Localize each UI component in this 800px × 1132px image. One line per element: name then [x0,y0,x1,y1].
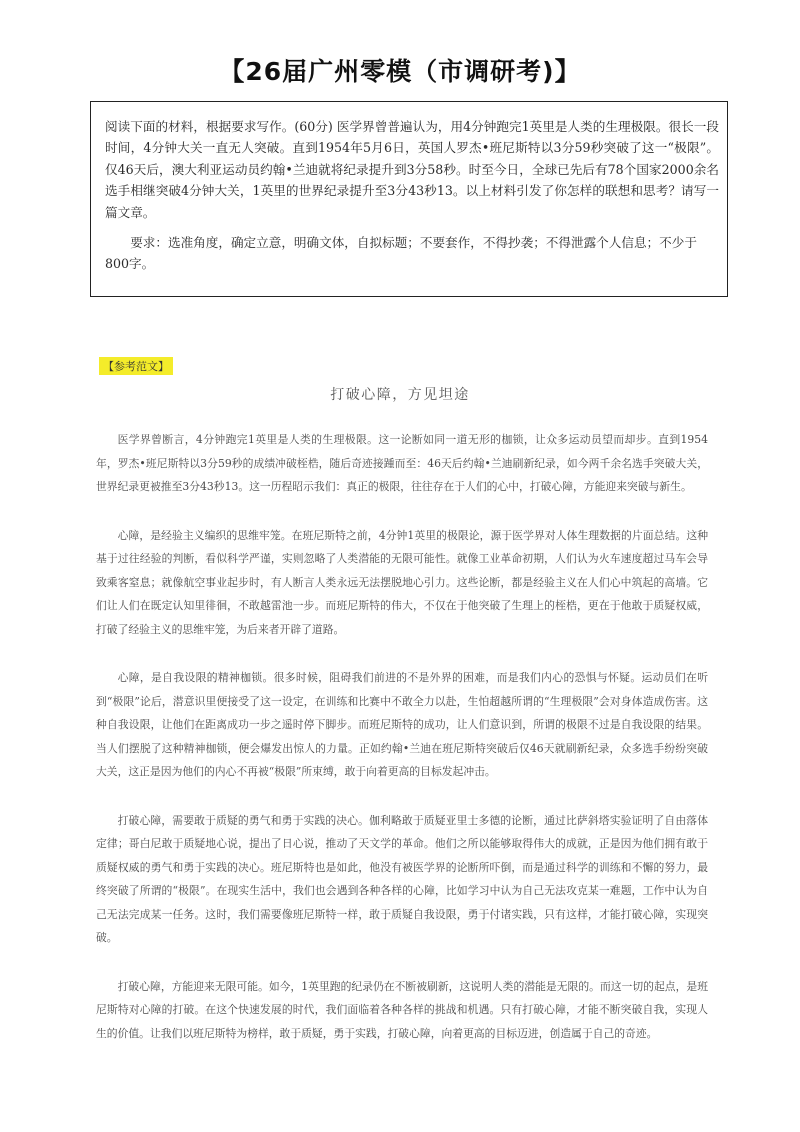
essay-paragraph-5: 打破心障，方能迎来无限可能。如今，1英里跑的纪录仍在不断被刷新，这说明人类的潜能是无限的。而这一切的起点，是班尼斯特对心障的打破。在这个快速发展的时代，我们面临着各种各样的挑战和机遇。只有打破心障，才能不断突破自我，实现人生的价值。让我们以班尼斯特为榜样，敢于质疑，勇于实践，打破心障，向着更高的目标迈进，创造属于自己的奇迹。 [96,979,708,1040]
prompt-requirements-text: 要求：选准角度，确定立意，明确文体，自拟标题；不要套作，不得抄袭；不得泄露个人信息；不少于800字。 [105,235,697,272]
essay-body [96,428,708,1070]
essay-title: 打破心障，方见坦途 [330,387,470,403]
essay-paragraph-2: 心障，是经验主义编织的思维牢笼。在班尼斯特之前，4分钟1英里的极限论，源于医学界对人体生理数据的片面总结。这种基于过往经验的判断，看似科学严谨，实则忽略了人类潜能的无限可能性。就像工业革命初期，人们认为火车速度超过马车会导致乘客窒息；就像航空事业起步时，有人断言人类永远无法摆脱地心引力。这些论断，都是经验主义在人们心中筑起的高墙。它们让人们在既定认知里徘徊，不敢越雷池一步。而班尼斯特的伟大，不仅在于他突破了生理上的桎梏，更在于他敢于质疑权威，打破了经验主义的思维牢笼，为后来者开辟了道路。 [96,528,708,636]
essay-paragraph-4: 打破心障，需要敢于质疑的勇气和勇于实践的决心。伽利略敢于质疑亚里士多德的论断，通过比萨斜塔实验证明了自由落体定律；哥白尼敢于质疑地心说，提出了日心说，推动了天文学的革命。他们之所以能够取得伟大的成就，正是因为他们拥有敢于质疑权威的勇气和勇于实践的决心。班尼斯特也是如此，他没有被医学界的论断所吓倒，而是通过科学的训练和不懈的努力，最终突破了所谓的“极限”。在现实生活中，我们也会遇到各种各样的心障，比如学习中认为自己无法攻克某一难题，工作中认为自己无法完成某一任务。这时，我们需要像班尼斯特一样，敢于质疑自我设限，勇于付诸实践，只有这样，才能打破心障，实现突破。 [96,813,708,944]
reference-essay-tag: 【参考范文】 [99,357,173,375]
essay-paragraph-3: 心障，是自我设限的精神枷锁。很多时候，阻碍我们前进的不是外界的困难，而是我们内心的恐惧与怀疑。运动员们在听到“极限”论后，潜意识里便接受了这一设定，在训练和比赛中不敢全力以赴，生怕超越所谓的“生理极限”会对身体造成伤害。这种自我设限，让他们在距离成功一步之遥时停下脚步。而班尼斯特的成功，让人们意识到，所谓的极限不过是自我设限的结果。当人们摆脱了这种精神枷锁，便会爆发出惊人的力量。正如约翰•兰迪在班尼斯特突破后仅46天就刷新纪录，众多选手纷纷突破大关，这正是因为他们的内心不再被“极限”所束缚，敢于向着更高的目标发起冲击。 [96,671,708,778]
writing-prompt-box [90,101,728,297]
essay-paragraph-1: 医学界曾断言，4分钟跑完1英里是人类的生理极限。这一论断如同一道无形的枷锁，让众多运动员望而却步。直到1954年，罗杰•班尼斯特以3分59秒的成绩冲破桎梏，随后奇迹接踵而至：46天后约翰•兰迪刷新纪录，如今两千余名选手突破大关，世界纪录更被推至3分43秒13。这一历程昭示我们：真正的极限，往往存在于人们的心中，打破心障，方能迎来突破与新生。 [96,433,708,493]
page-title: 【26届广州零模（市调研考)】 [219,57,581,86]
prompt-material-text: 阅读下面的材料，根据要求写作。(60分) 医学界曾普遍认为，用4分钟跑完1英里是人类的生理极限。很长一段时间，4分钟大关一直无人突破。直到1954年5月6日，英国人罗杰•班尼斯特以3分59秒突破了这一“极限”。仅46天后，澳大利亚运动员约翰•兰迪就将纪录提升到3分58秒。时至今日，全球已先后有78个国家2000余名选手相继突破4分钟大关，1英里的世界纪录提升至3分43秒13。以上材料引发了你怎样的联想和思考？请写一篇文章。 [105,119,719,220]
